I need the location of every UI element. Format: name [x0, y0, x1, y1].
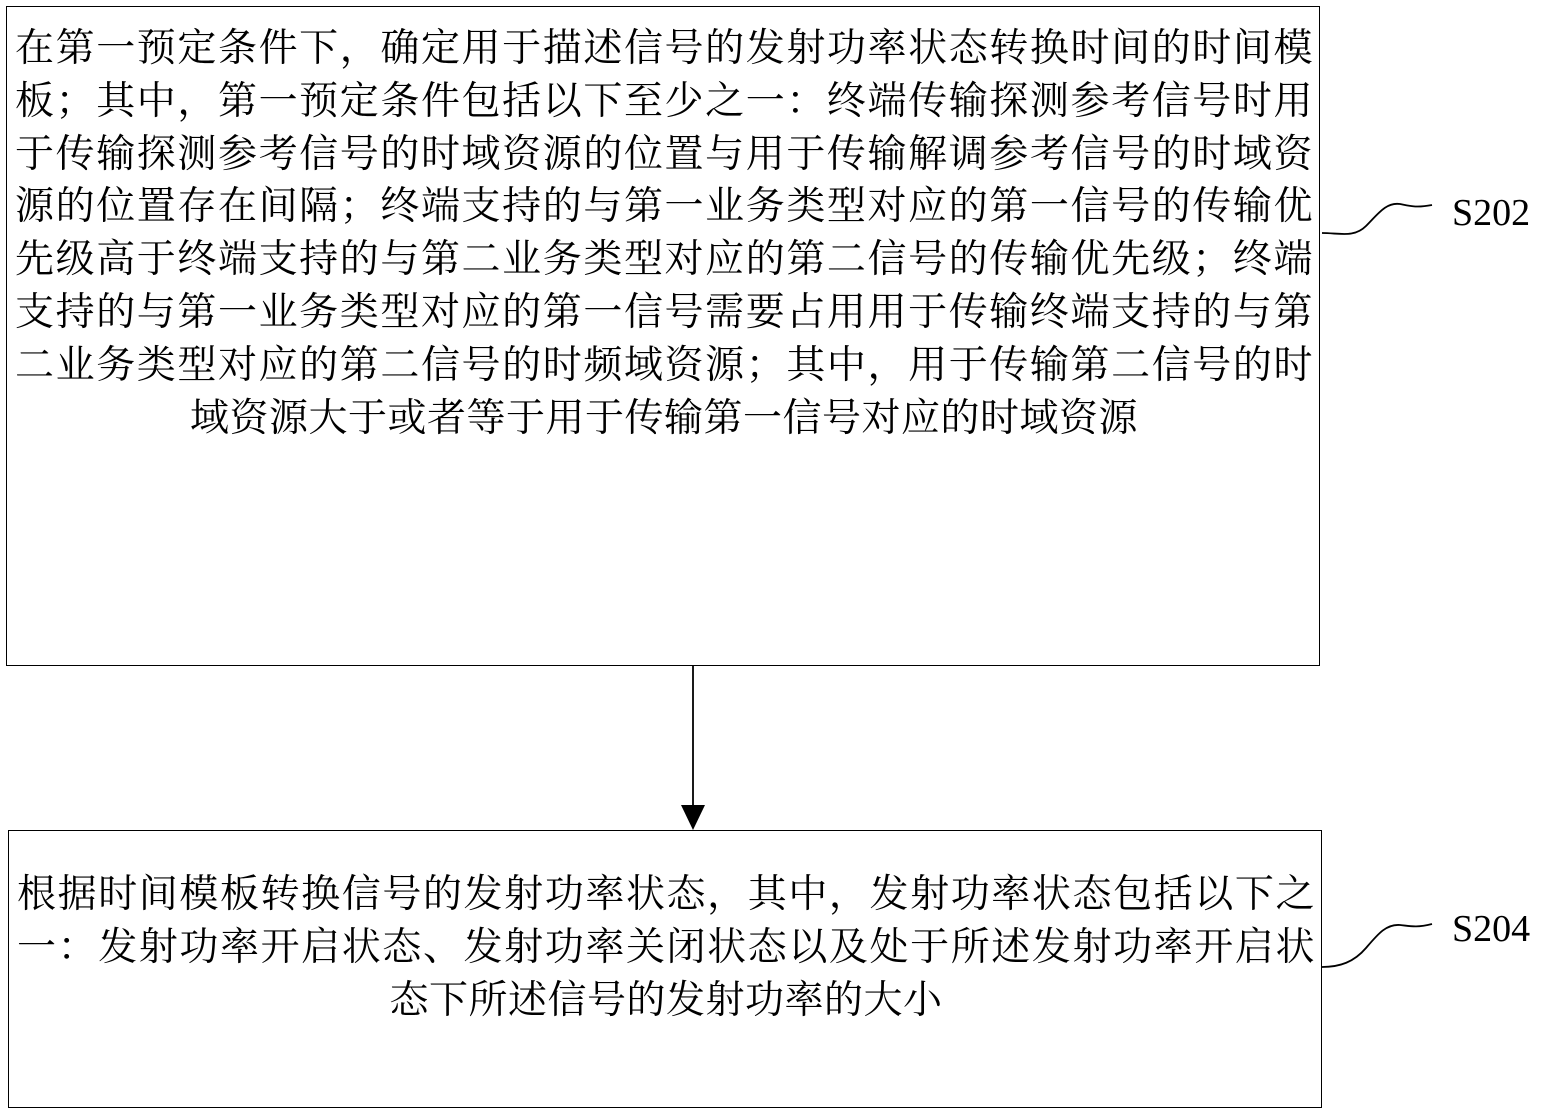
step-text-s202: 在第一预定条件下，确定用于描述信号的发射功率状态转换时间的时间模板；其中，第一预定条件包括以下至少之一：终端传输探测参考信号时用于传输探测参考信号的时域资源的位置与用于传输解调参考信号的时域资源的位置存在间隔；终端支持的与第一业务类型对应的第一信号的传输优先级高于终端支持的与第二业务类型对应的第二信号的传输优先级；终端支持的与第一业务类型对应的第一信号需要占用用于传输终端支持的与第二业务类型对应的第二信号的时频域资源；其中，用于传输第二信号的时域资源大于或者等于用于传输第一信号对应的时域资源: [15, 26, 1313, 441]
step-label-s204: S204: [1452, 908, 1531, 950]
step-leader-s202: [1322, 204, 1432, 234]
flow-arrowhead: [681, 805, 705, 830]
step-leader-s204: [1322, 924, 1432, 967]
step-label-s202: S202: [1452, 192, 1531, 234]
step-box-s204: [8, 830, 1322, 1108]
step-text-s204: 根据时间模板转换信号的发射功率状态，其中，发射功率状态包括以下之一：发射功率开启状态、发射功率关闭状态以及处于所述发射功率开启状态下所述信号的发射功率的大小: [17, 872, 1315, 1023]
step-box-s202: [6, 6, 1320, 666]
